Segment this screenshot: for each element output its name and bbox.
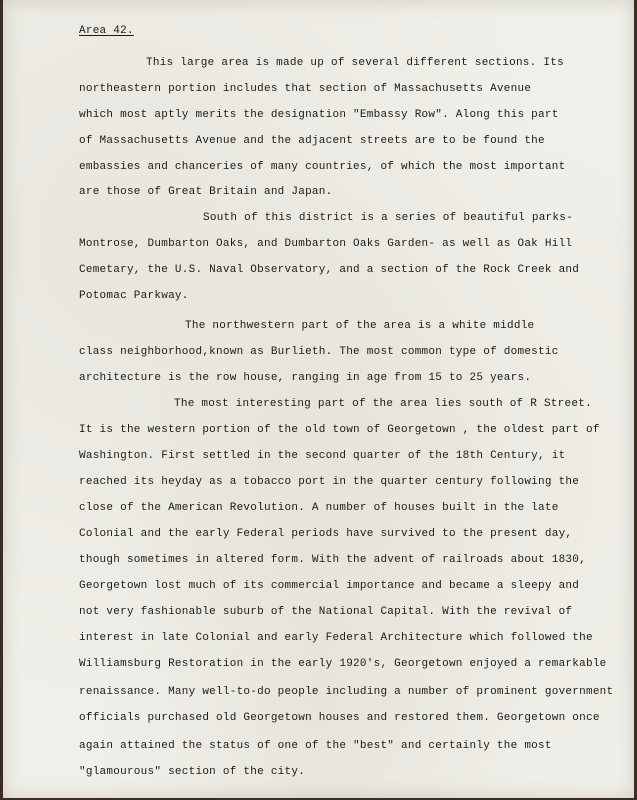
text-line: reached its heyday as a tobacco port in the quarter century following the xyxy=(79,476,580,488)
text-line: Montrose, Dumbarton Oaks, and Dumbarton Oaks Garden- as well as Oak Hill xyxy=(79,238,573,250)
text-line: Colonial and the early Federal periods have survived to the present day, xyxy=(79,528,573,540)
text-line: It is the western portion of the old town of Georgetown , the oldest part of xyxy=(79,424,600,436)
text-line: class neighborhood,known as Burlieth. The most common type of domestic xyxy=(79,346,559,358)
text-line: Williamsburg Restoration in the early 1920's, Georgetown enjoyed a remarkable xyxy=(79,658,607,670)
typewritten-page xyxy=(3,0,634,798)
text-line: Georgetown lost much of its commercial importance and became a sleepy and xyxy=(79,580,580,592)
text-line: This large area is made up of several different sections. Its xyxy=(146,57,564,69)
text-line: embassies and chanceries of many countries, of which the most important xyxy=(79,161,566,173)
text-line: architecture is the row house, ranging in age from 15 to 25 years. xyxy=(79,372,532,384)
text-line: "glamourous" section of the city. xyxy=(79,766,306,778)
text-line: of Massachusetts Avenue and the adjacent streets are to be found the xyxy=(79,135,545,147)
document-heading: Area 42. xyxy=(79,25,134,37)
text-line: interest in late Colonial and early Federal Architecture which followed the xyxy=(79,632,593,644)
text-line: The most interesting part of the area lies south of R Street. xyxy=(174,398,592,410)
text-line: South of this district is a series of beautiful parks- xyxy=(203,212,573,224)
text-line: Potomac Parkway. xyxy=(79,290,189,302)
text-line: officials purchased old Georgetown houses and restored them. Georgetown once xyxy=(79,712,600,724)
text-line: not very fashionable suburb of the National Capital. With the revival of xyxy=(79,606,573,618)
text-line: close of the American Revolution. A number of houses built in the late xyxy=(79,502,559,514)
text-line: which most aptly merits the designation "Embassy Row". Along this part xyxy=(79,109,559,121)
text-line: are those of Great Britain and Japan. xyxy=(79,186,333,198)
text-line: though sometimes in altered form. With the advent of railroads about 1830, xyxy=(79,554,586,566)
text-line: Cemetary, the U.S. Naval Observatory, and a section of the Rock Creek and xyxy=(79,264,580,276)
text-line: renaissance. Many well-to-do people including a number of prominent government xyxy=(79,686,614,698)
text-line: The northwestern part of the area is a white middle xyxy=(185,320,535,332)
text-line: Washington. First settled in the second quarter of the 18th Century, it xyxy=(79,450,566,462)
text-line: again attained the status of one of the "best" and certainly the most xyxy=(79,740,552,752)
text-line: northeastern portion includes that section of Massachusetts Avenue xyxy=(79,83,532,95)
